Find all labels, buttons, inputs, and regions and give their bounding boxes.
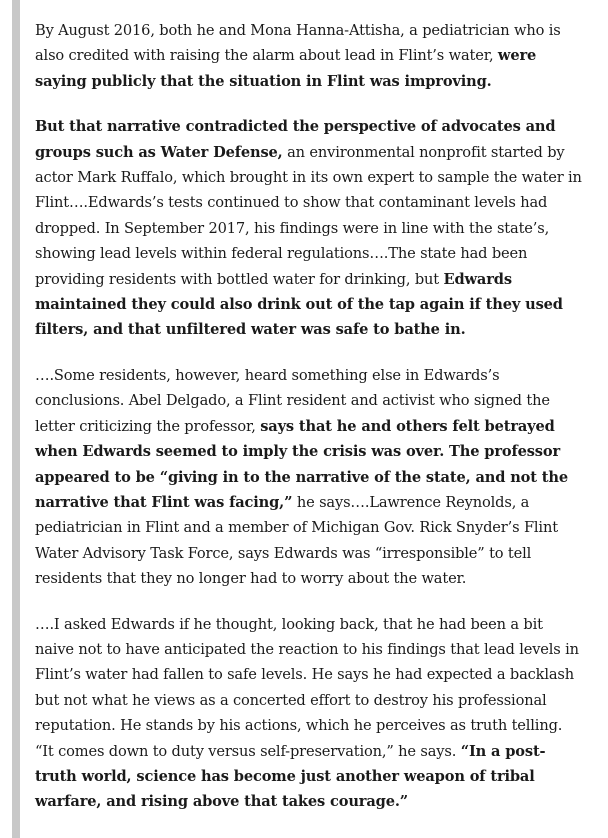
- paragraph-text: ….I asked Edwards if he thought, looking back, that he had been a bit naive not to have anticipated the reaction to his findings that lead levels in Flint’s water had fallen to safe levels. He says he had expected a backlash but not what he views as a concerted effort to destroy his professional reputation. He stands by his actions, which he perceives as truth telling. “It comes down to duty versus self-preservation,” he says.: [35, 615, 579, 760]
- paragraph-4: [35, 612, 583, 815]
- paragraph-1: [35, 18, 583, 94]
- emphasis-text: But that narrative contradicted the perspective of advocates and groups such as Water Defense,: [35, 118, 556, 161]
- blockquote-bar: [12, 0, 20, 838]
- emphasis-text: were saying publicly that the situation in Flint was improving.: [35, 47, 537, 90]
- paragraph-text: he says….Lawrence Reynolds, a pediatrician in Flint and a member of Michigan Gov. Rick Snyder’s Flint Water Advisory Task Force, says Edwards was “irresponsible” to tell residents that they no longer had to worry about the water.: [35, 493, 558, 588]
- emphasis-text: “In a post-truth world, science has become just another weapon of tribal warfare, and rising above that takes courage.”: [35, 742, 546, 811]
- blockquote: [35, 18, 583, 835]
- paragraph-3: [35, 363, 583, 592]
- emphasis-text: Edwards maintained they could also drink out of the tap again if they used filters, and that unfiltered water was safe to bathe in.: [35, 270, 563, 339]
- paragraph-text: By August 2016, both he and Mona Hanna-Attisha, a pediatrician who is also credited with raising the alarm about lead in Flint’s water,: [35, 22, 561, 65]
- paragraph-text: an environmental nonprofit started by actor Mark Ruffalo, which brought in its own expert to sample the water in Flint….Edwards’s tests continued to show that contaminant levels had dropped. In September 2017, his findings were in line with the state’s, showing lead levels within federal regulations….The state had been providing residents with bottled water for drinking, but: [35, 143, 582, 288]
- emphasis-text: says that he and others felt betrayed when Edwards seemed to imply the crisis was over. The professor appeared to be “giving in to the narrative of the state, and not the narrative that Flint was facing,”: [35, 417, 568, 511]
- paragraph-2: [35, 114, 583, 343]
- paragraph-text: ….Some residents, however, heard something else in Edwards’s conclusions. Abel Delgado, a Flint resident and activist who signed the letter criticizing the professor,: [35, 366, 550, 435]
